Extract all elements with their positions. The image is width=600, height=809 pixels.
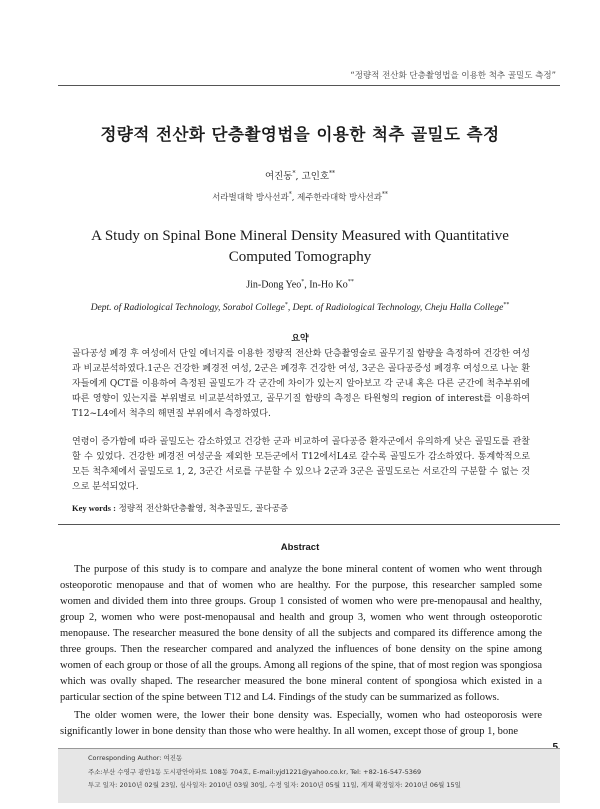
keywords	[72, 502, 530, 514]
korean-abstract-paragraph-1: 골다공성 폐경 후 여성에서 단일 에너지를 이용한 정량적 전산화 단층촬영술로 골무기질 함량을 측정하여 건강한 여성과 비교분석하였다.1군은 건강한 폐경전 여성, 2군은 폐경후 건강한 여성, 3군은 골다공증성 폐경후 여성으로 나눈 환자들에게 QCT를 이용하여 측정된 골밀도가 각 군간에 차이가 있는지 알아보고 각 군내 혹은 다른 군간에 척추부위에 따른 영향이 있는지를 부위별로 비교분석하였고, 골무기질 함량의 측정은 타원형의 region of interest를 이용하여 T12~L4에서 척추의 해면질 부위에서 측정하였다.	[72, 349, 530, 419]
korean-title: 정량적 전산화 단층촬영법을 이용한 척추 골밀도 측정	[100, 125, 500, 144]
english-author-2: In-Ho Ko	[309, 279, 348, 291]
korean-authors	[0, 168, 600, 182]
korean-affiliation-1: 서라벌대학 방사선과	[212, 193, 289, 203]
korean-author-2-mark: **	[329, 169, 336, 177]
header-rule	[58, 85, 560, 86]
korean-affiliation-2-mark: **	[381, 191, 388, 199]
english-affiliation-1-mark: *	[284, 302, 288, 308]
footer-corresponding-author: Corresponding Author: 여진동	[88, 754, 183, 762]
korean-author-1-mark: *	[292, 169, 296, 177]
korean-author-1: 여진동	[264, 171, 293, 182]
english-abstract-paragraph-2: The older women were, the lower their bone density was. Especially, women who had osteoporosis were significantly lower in bone density than those who were healthy. In all women, except those of group 1, bone	[60, 710, 542, 737]
footer-dates: 투고 일자: 2010년 02월 23일, 심사일자: 2010년 03월 30일, 수정 일자: 2010년 05월 11일, 게재 확정일자: 2010년 06월 15일	[88, 781, 461, 789]
footer-contact: 주소:부산 수영구 광안1동 도시광안아파트 108동 704호, E-mail:yjd1221@yahoo.co.kr, Tel: +82-16-547-5369	[88, 768, 422, 776]
running-head: “정량적 전산화 단층촬영법을 이용한 척추 골밀도 측정”	[350, 71, 556, 81]
english-author-separator: ,	[304, 279, 310, 291]
keywords-label: Key words :	[72, 503, 116, 513]
english-author-1-mark: *	[301, 279, 305, 285]
section-divider	[58, 524, 560, 525]
english-abstract-paragraph-1: The purpose of this study is to compare and analyze the bone mineral content of women who went through osteoporotic menopause and that of women who are healthy. For the purpose, this researcher sampled some women and divided them into three groups. Group 1 consisted of women who were pre-menopausal and healthy, group 2, women who were post-menopausal and health and group 3, women who went through osteoporotic menopause. The researcher measured the bone density of all the subjects and compared its difference among the three groups. Then the researcher compared and analyzed the influences of bone density on the spine among women of each group or those of all the groups. Among all regions of the spine, that of most region was spongiosa which was ovally shaped. The researcher measured the bone mineral content of spongiosa which existed in a particular section of the spine between T12 and L4. Findings of the study can be summarized as follows.	[60, 564, 542, 703]
english-authors	[0, 279, 600, 290]
english-author-2-mark: **	[347, 279, 354, 285]
korean-abstract-paragraph-2: 연령이 증가함에 따라 골밀도는 감소하였고 건강한 군과 비교하여 골다공증 환자군에서 유의하게 낮은 골밀도를 관찰 할 수 있었다. 건강한 폐경전 여성군을 제외한 모든군에서 T12에서L4로 갈수록 골밀도가 감소하였다. 통계학적으로 모든 척추체에서 골밀도로 1, 2, 3군간 서로를 구분할 수 있으나 2군과 3군은 골밀도로는 서로간의 구분할 수 없는 것으로 분석되었다.	[72, 437, 530, 492]
korean-abstract-heading: 요약	[291, 334, 309, 344]
english-affiliation-2-mark: **	[503, 302, 510, 308]
korean-affiliation-separator: ,	[291, 193, 298, 203]
english-affiliation-separator: ,	[287, 303, 293, 314]
english-affiliation	[0, 302, 600, 313]
korean-affiliation-1-mark: *	[288, 191, 292, 199]
english-author-1: Jin-Dong Yeo	[246, 279, 302, 291]
english-affiliation-2: Dept. of Radiological Technology, Cheju Halla College	[292, 303, 504, 314]
keywords-value: 정량적 전산화단층촬영, 척추골밀도, 골다공증	[118, 504, 289, 514]
korean-affiliation-2: 제주한라대학 방사선과	[297, 193, 382, 203]
english-affiliation-1: Dept. of Radiological Technology, Sorabol College	[90, 303, 285, 314]
english-abstract-heading: Abstract	[280, 542, 320, 553]
english-title: A Study on Spinal Bone Mineral Density Measured with Quantitative Computed Tomography	[91, 228, 509, 265]
korean-affiliation	[0, 191, 600, 203]
korean-author-2: 고인호	[301, 171, 330, 182]
korean-author-separator: ,	[295, 171, 302, 182]
footer-box	[58, 748, 560, 803]
